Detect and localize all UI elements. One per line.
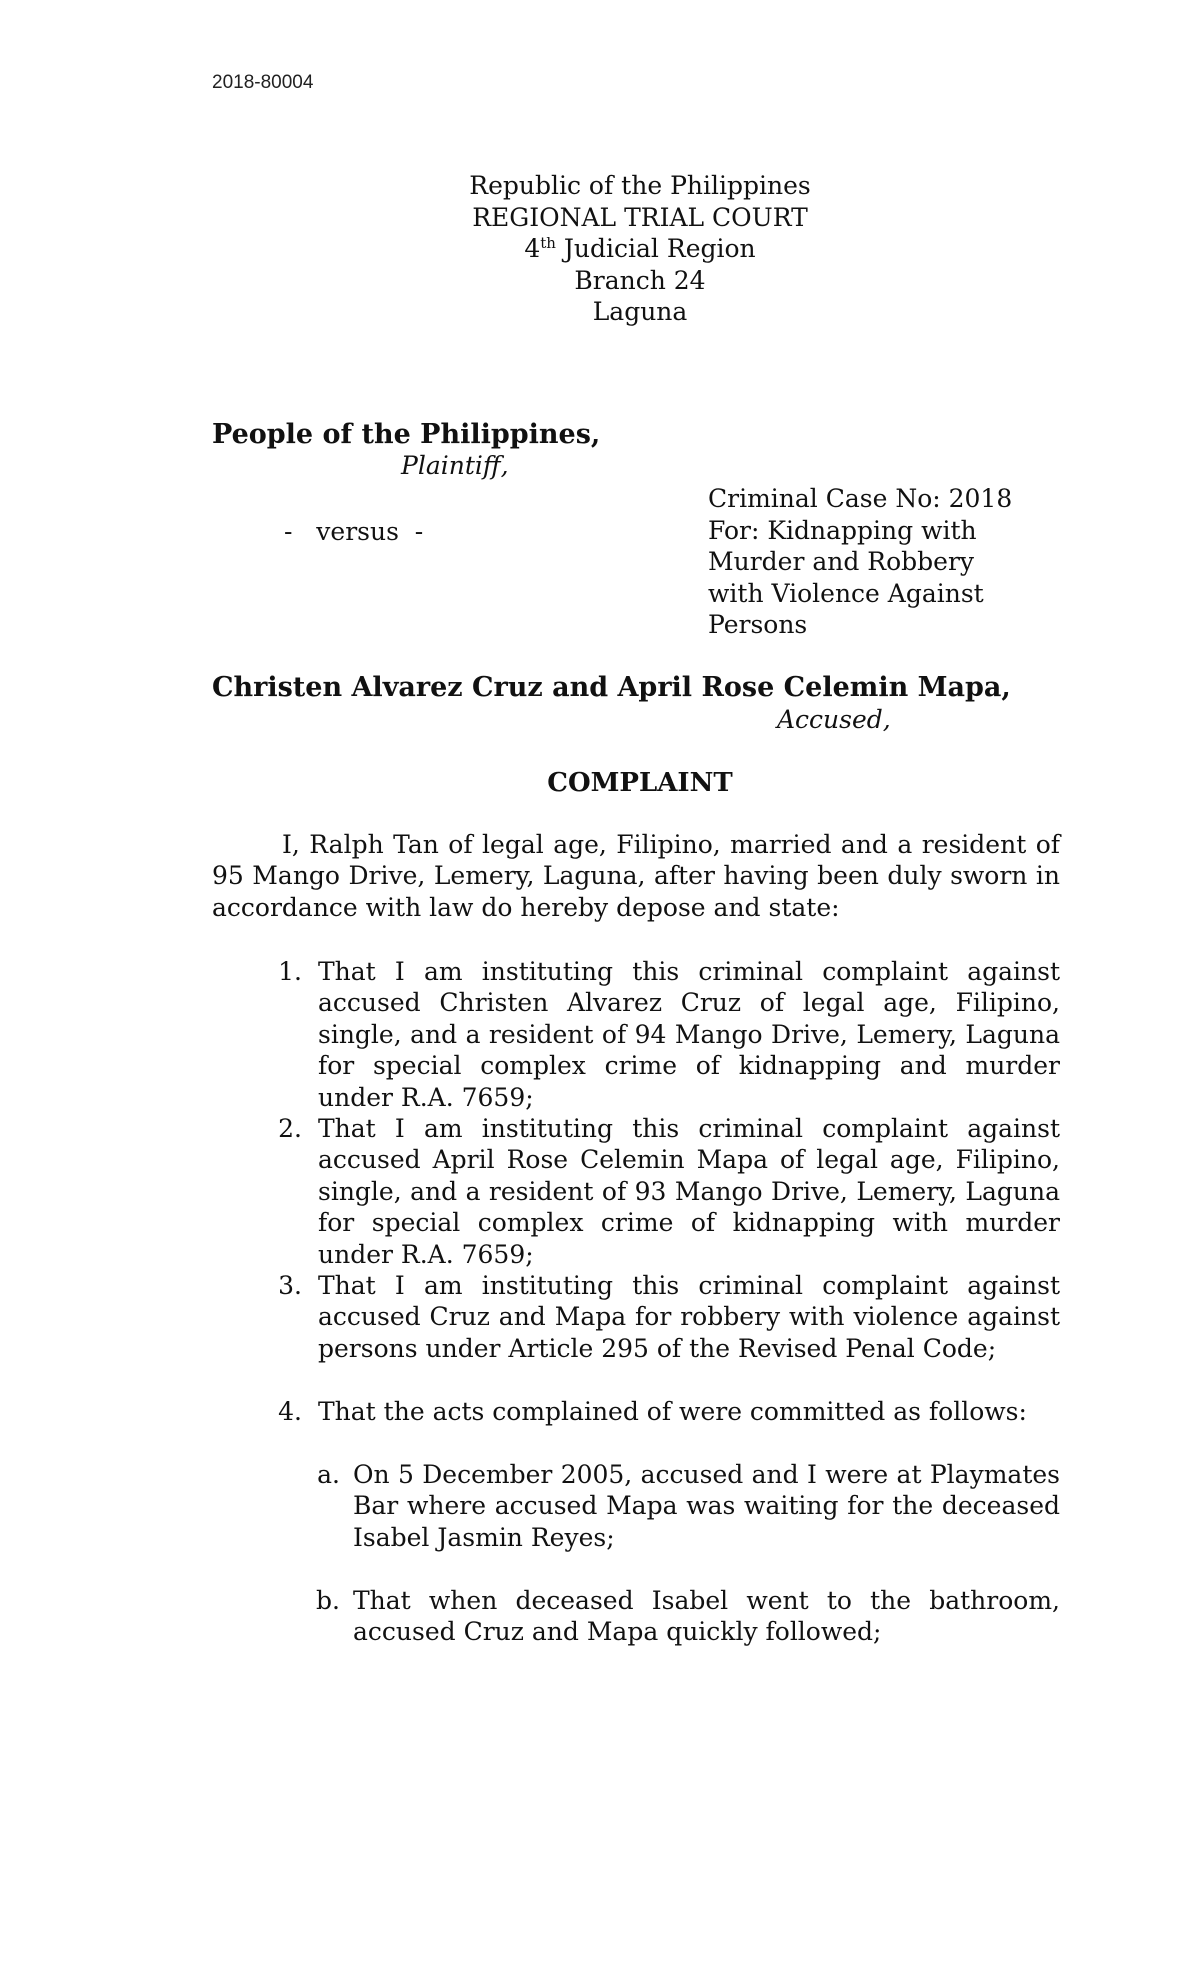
case-number: Criminal Case No: 2018 xyxy=(708,484,1013,513)
item-number: 4. xyxy=(278,1397,302,1426)
versus-label: - versus - xyxy=(284,517,424,546)
case-info xyxy=(708,483,1012,641)
list-item: That I am instituting this criminal complaint against accused Cruz and Mapa for robbery with violence against persons under Article 295 of the Revised Penal Code; xyxy=(318,1271,1060,1363)
court-region: 4th Judicial Region xyxy=(524,234,756,263)
subitem-letter: a. xyxy=(317,1460,340,1489)
accused-names: Christen Alvarez Cruz and April Rose Celemin Mapa, xyxy=(212,672,1011,703)
item-number: 2. xyxy=(278,1114,302,1143)
case-charge-line: For: Kidnapping with xyxy=(708,515,977,545)
intro-paragraph: I, Ralph Tan of legal age, Filipino, married and a resident of 95 Mango Drive, Lemery, Laguna, after having been duly sworn in accordance with law do hereby depose and state: xyxy=(212,830,1060,922)
item-number: 3. xyxy=(278,1271,302,1300)
plaintiff-role: Plaintiff, xyxy=(401,451,509,480)
case-charge-line: with Violence Against xyxy=(708,578,984,608)
court-location: Laguna xyxy=(592,297,688,326)
court-header xyxy=(300,170,980,328)
document-id: 2018-80004 xyxy=(212,72,314,93)
plaintiff-name: People of the Philippines, xyxy=(212,419,601,450)
subitem-letter: b. xyxy=(316,1586,340,1615)
court-country: Republic of the Philippines xyxy=(469,171,811,200)
list-subitem: That when deceased Isabel went to the bathroom, accused Cruz and Mapa quickly followed; xyxy=(353,1586,1060,1647)
document-title: COMPLAINT xyxy=(547,768,733,798)
list-subitem: On 5 December 2005, accused and I were at Playmates Bar where accused Mapa was waiting for the deceased Isabel Jasmin Reyes; xyxy=(353,1460,1060,1552)
list-item: That I am instituting this criminal complaint against accused Christen Alvarez Cruz of legal age, Filipino, single, and a resident of 94 Mango Drive, Lemery, Laguna for special complex crime of kidnapping and murder under R.A. 7659; xyxy=(318,957,1060,1112)
case-charge-line: Murder and Robbery xyxy=(708,547,975,576)
list-item: That I am instituting this criminal complaint against accused April Rose Celemin Mapa of legal age, Filipino, single, and a resident of 93 Mango Drive, Lemery, Laguna for special complex crime of kidnapping with murder under R.A. 7659; xyxy=(318,1114,1060,1269)
accused-role: Accused, xyxy=(777,705,891,734)
list-item: That the acts complained of were committed as follows: xyxy=(318,1397,1027,1426)
case-charge-line: Persons xyxy=(708,610,808,639)
item-number: 1. xyxy=(278,957,302,986)
court-name: REGIONAL TRIAL COURT xyxy=(472,202,808,232)
court-branch: Branch 24 xyxy=(574,265,706,295)
